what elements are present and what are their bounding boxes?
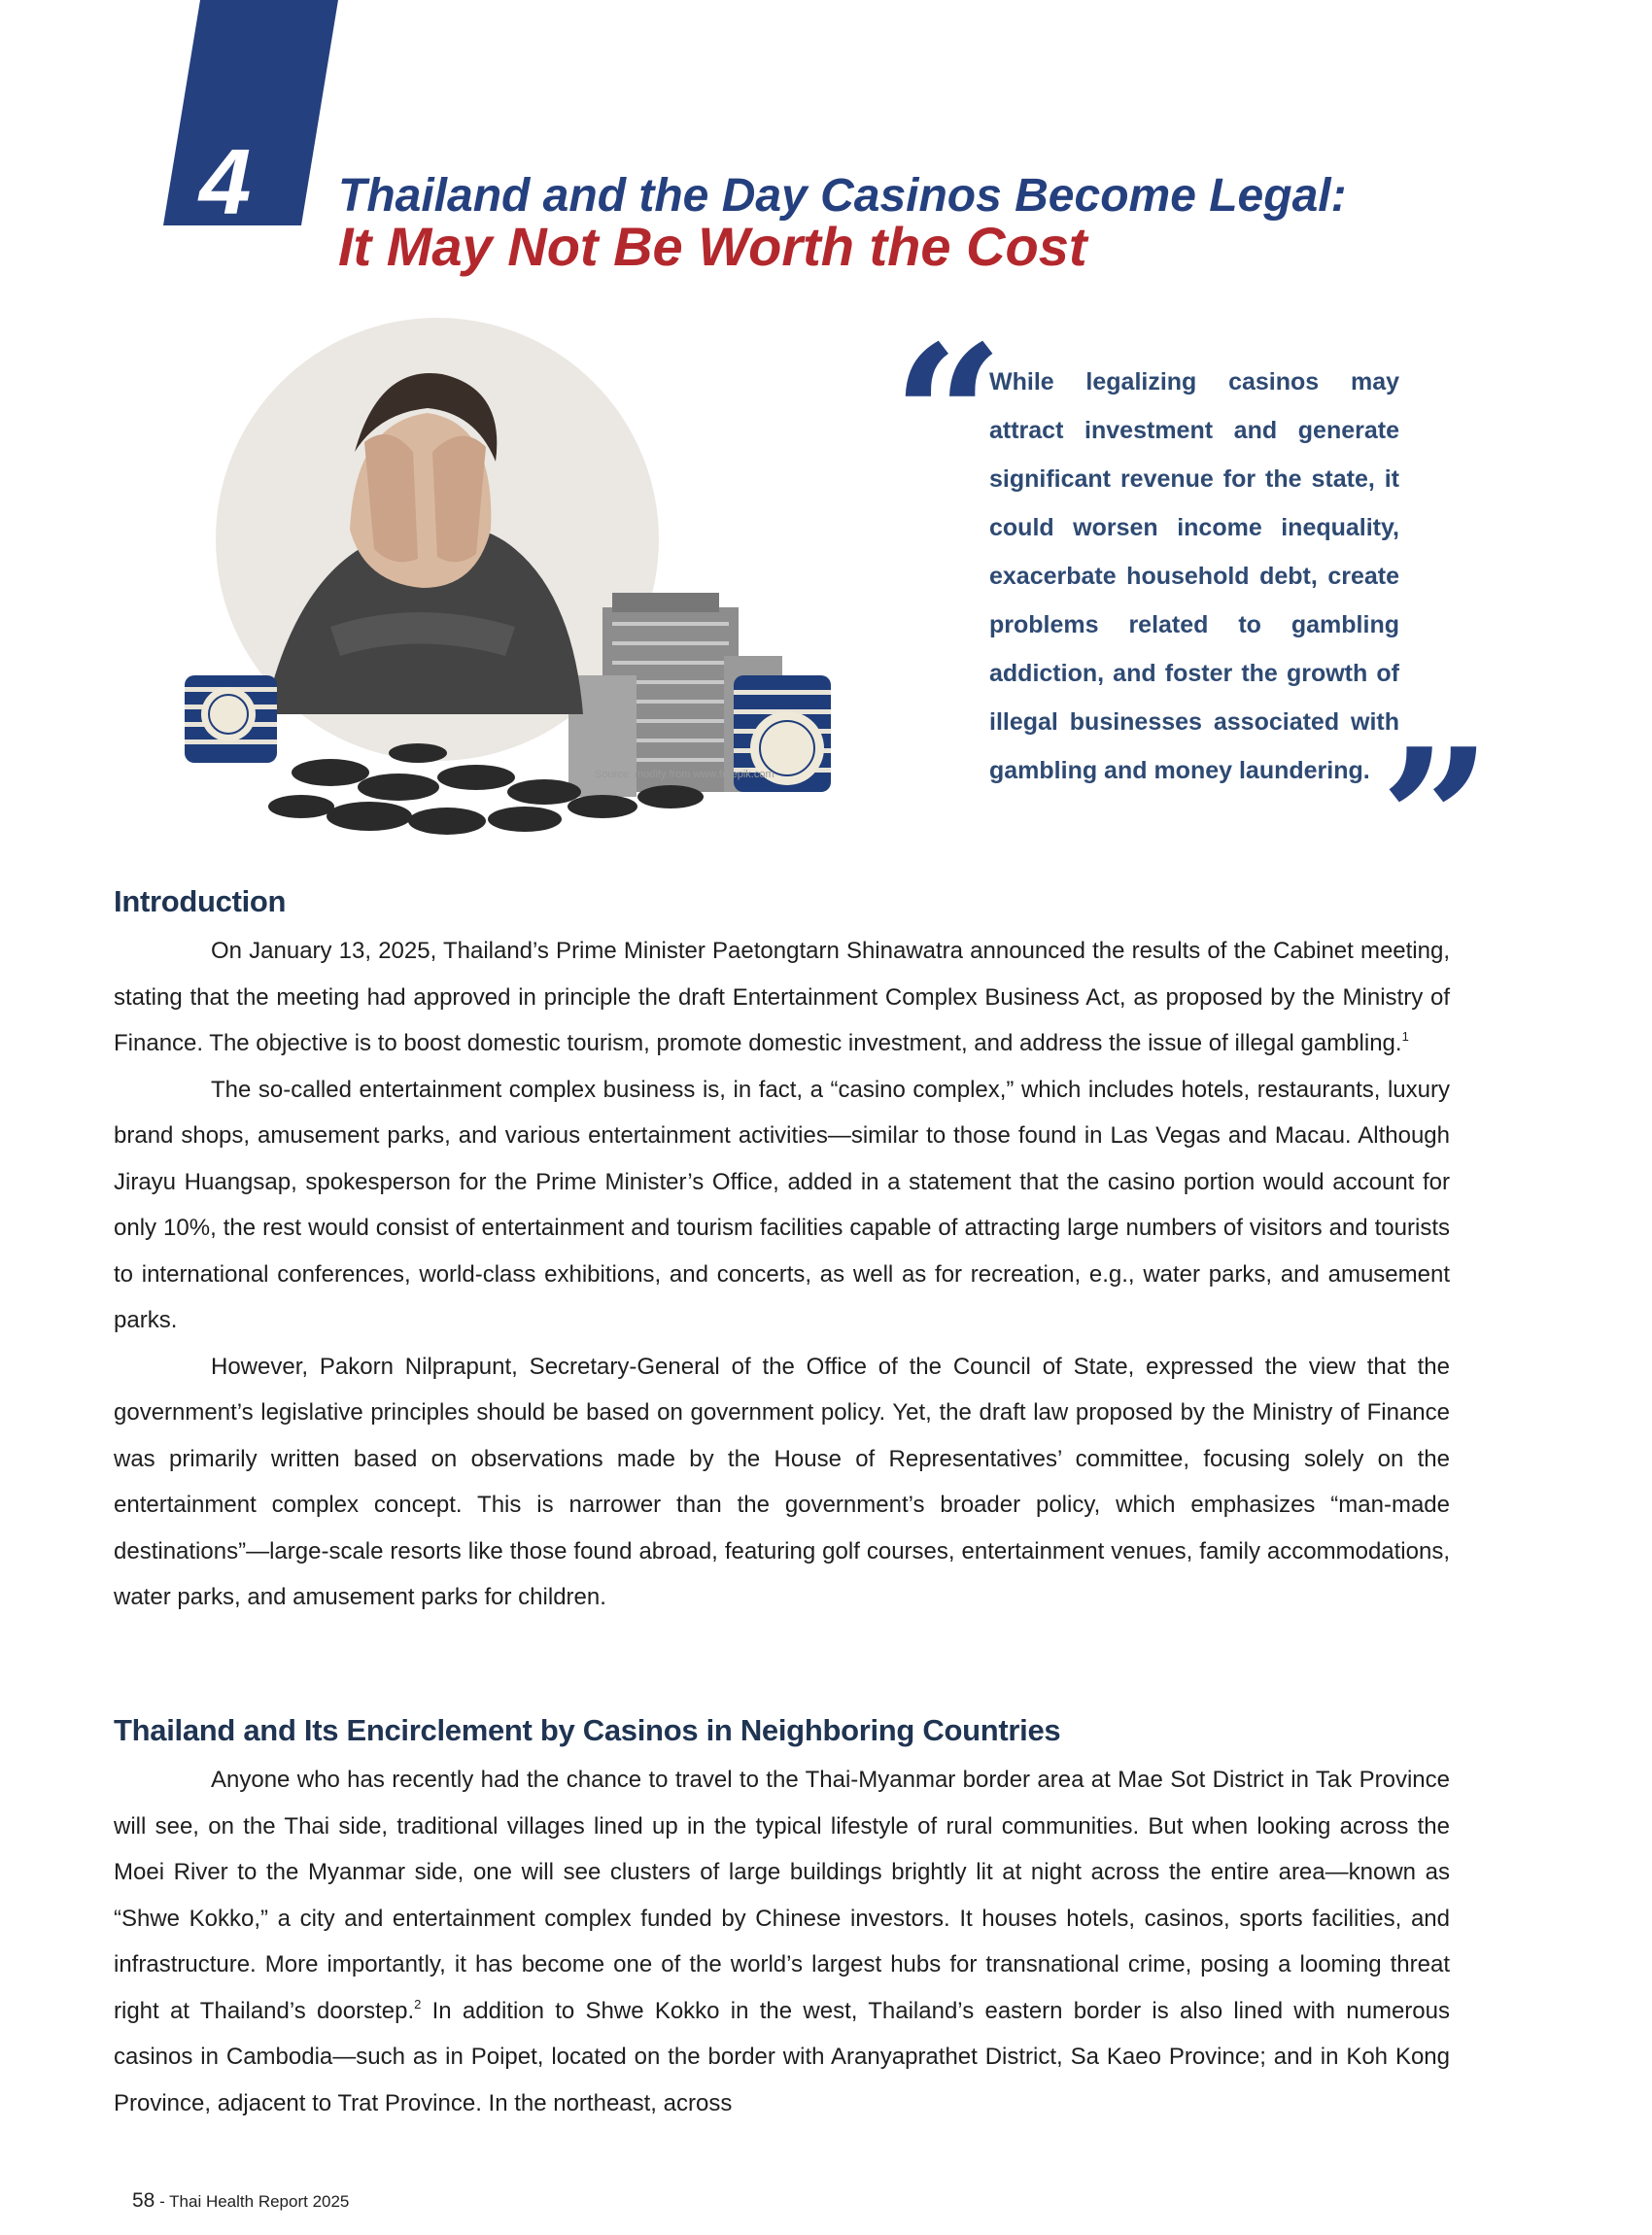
footnote-ref-2[interactable]: 2 [414, 1996, 422, 2012]
chapter-title: Thailand and the Day Casinos Become Legal: [338, 170, 1347, 222]
page-footer [132, 2189, 349, 2213]
image-credit: Source: modify from www.freepik.com [595, 769, 774, 780]
section-heading-encirclement: Thailand and Its Encirclement by Casinos in Neighboring Countries [114, 1713, 1061, 1747]
page-number: 58 [132, 2189, 155, 2212]
encirclement-paragraph-1 [114, 1757, 1450, 2126]
intro-paragraph-1-text: On January 13, 2025, Thailand’s Prime Minister Paetongtarn Shinawatra announced the results of the Cabinet meeting, stating that the meeting had approved in principle the draft Entertainment Complex Business Act, as proposed by the Ministry of Finance. The objective is to boost domestic tourism, promote domestic investment, and address the issue of illegal gambling. [114, 938, 1450, 1056]
open-quote-mark: “ [892, 303, 1005, 532]
encirclement-body [114, 1757, 1450, 2126]
encirclement-paragraph-1-part2: In addition to Shwe Kokko in the west, Thailand’s eastern border is also lined with numerous casinos in Cambodia—such as in Poipet, located on the border with Aranyaprathet District, Sa Kaeo Province; and in Koh Kong Province, adjacent to Trat Province. In the northeast, across [114, 1997, 1450, 2116]
chapter-number: 4 [199, 130, 252, 234]
intro-paragraph-2: The so-called entertainment complex business is, in fact, a “casino complex,” which includes hotels, restaurants, luxury brand shops, amusement parks, and various entertainment activities—similar to those found in Las Vegas and Macau. Although Jirayu Huangsap, spokesperson for the Prime Minister’s Office, added in a statement that the casino portion would account for only 10%, the rest would consist of entertainment and tourism facilities capable of attracting large numbers of visitors and tourists to international conferences, world-class exhibitions, and concerts, as well as for recreation, e.g., water parks, and amusement parks. [114, 1076, 1450, 1333]
intro-paragraph-3: However, Pakorn Nilprapunt, Secretary-General of the Office of the Council of State, expressed the view that the government’s legislative principles should be based on government policy. Yet, the draft law proposed by the Ministry of Finance was primarily written based on observations made by the House of Representatives’ committee, focusing solely on the entertainment complex concept. This is narrower than the government’s broader policy, which emphasizes “man-made destinations”—large-scale resorts like those found abroad, featuring golf courses, entertainment venues, family accommodations, water parks, and amusement parks for children. [114, 1353, 1450, 1610]
chapter-subtitle: It May Not Be Worth the Cost [338, 216, 1087, 277]
section-heading-introduction: Introduction [114, 884, 287, 918]
introduction-body [114, 928, 1450, 1621]
footer-label: - Thai Health Report 2025 [155, 2192, 350, 2211]
footnote-ref-1[interactable]: 1 [1401, 1029, 1409, 1044]
intro-paragraph-1 [114, 928, 1450, 1067]
pull-quote: While legalizing casinos may attract investment and generate significant revenue for the state, it could worsen income inequality, exacerbate household debt, create problems related to gambling addiction, and foster the growth of illegal businesses associated with gambling and money laundering. [989, 368, 1399, 784]
poker-chip-stack-left [185, 675, 277, 763]
close-quote-mark: ” [1380, 706, 1493, 935]
encirclement-paragraph-1-part1: Anyone who has recently had the chance to travel to the Thai-Myanmar border area at Mae Sot District in Tak Province will see, on the Thai side, traditional villages lined up in the typical lifestyle of rural communities. But when looking across the Moei River to the Myanmar side, one will see clusters of large buildings brightly lit at night across the entire area—known as “Shwe Kokko,” a city and entertainment complex funded by Chinese investors. It houses hotels, casinos, sports facilities, and infrastructure. More importantly, it has become one of the world’s largest hubs for transnational crime, posing a looming threat right at Thailand’s doorstep. [114, 1767, 1450, 2024]
hero-illustration [185, 306, 962, 845]
